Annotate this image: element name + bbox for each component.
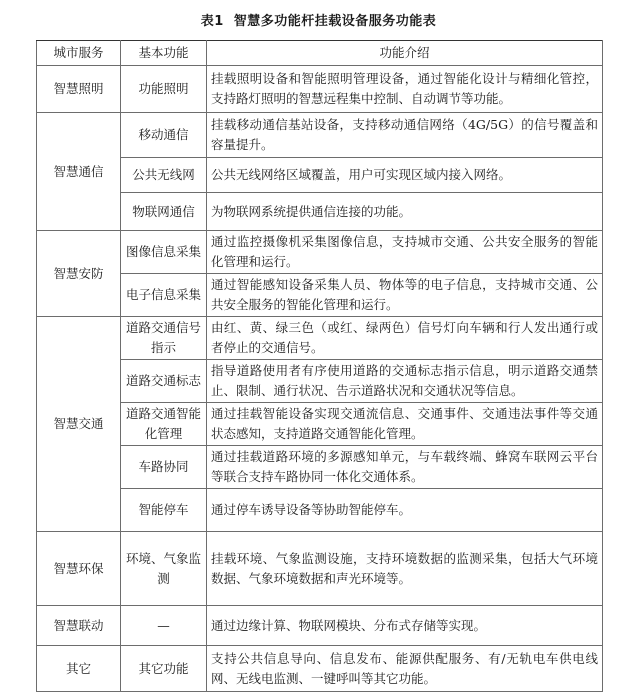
description-cell: 挂载照明设备和智能照明管理设备，通过智能化设计与精细化管控，支持路灯照明的智慧远程集中控制、自动调节等功能。 (207, 66, 603, 113)
description-cell: 通过挂载道路环境的多源感知单元，与车载终端、蜂窝车联网云平台等联合支持车路协同一体化交通体系。 (207, 446, 603, 489)
service-cell: 其它 (37, 646, 121, 692)
function-cell: 公共无线网 (121, 158, 207, 193)
description-cell: 通过停车诱导设备等协助智能停车。 (207, 489, 603, 532)
description-cell: 由红、黄、绿三色（或红、绿两色）信号灯向车辆和行人发出通行或者停止的交通信号。 (207, 317, 603, 360)
description-cell: 为物联网系统提供通信连接的功能。 (207, 193, 603, 231)
description-cell: 挂载移动通信基站设备，支持移动通信网络（4G/5G）的信号覆盖和容量提升。 (207, 113, 603, 158)
description-cell: 通过监控摄像机采集图像信息，支持城市交通、公共安全服务的智能化管理和运行。 (207, 231, 603, 274)
function-cell: 电子信息采集 (121, 274, 207, 317)
function-cell: 车路协同 (121, 446, 207, 489)
table-row (37, 113, 603, 158)
function-cell: 其它功能 (121, 646, 207, 692)
table-row (37, 193, 603, 231)
description-cell: 公共无线网络区域覆盖，用户可实现区域内接入网络。 (207, 158, 603, 193)
function-cell: 环境、气象监测 (121, 532, 207, 606)
table-header-row (37, 41, 603, 66)
table-caption (0, 10, 637, 29)
description-cell: 支持公共信息导向、信息发布、能源供配服务、有/无轨电车供电线网、无线电监测、一键呼叫等其它功能。 (207, 646, 603, 692)
function-cell: 道路交通标志 (121, 360, 207, 403)
table-row (37, 317, 603, 360)
function-cell: 图像信息采集 (121, 231, 207, 274)
description-cell: 挂载环境、气象监测设施，支持环境数据的监测采集，包括大气环境数据、气象环境数据和声光环境等。 (207, 532, 603, 606)
table-row (37, 532, 603, 606)
service-cell: 智慧安防 (37, 231, 121, 317)
description-cell: 通过边缘计算、物联网模块、分布式存储等实现。 (207, 606, 603, 646)
description-cell: 通过智能感知设备采集人员、物体等的电子信息，支持城市交通、公共安全服务的智能化管理和运行。 (207, 274, 603, 317)
service-cell: 智慧联动 (37, 606, 121, 646)
table-row (37, 646, 603, 692)
table-row (37, 274, 603, 317)
function-cell: 移动通信 (121, 113, 207, 158)
function-cell: 道路交通信号指示 (121, 317, 207, 360)
function-cell: 道路交通智能化管理 (121, 403, 207, 446)
function-cell: 智能停车 (121, 489, 207, 532)
function-cell: 功能照明 (121, 66, 207, 113)
table-body (37, 66, 603, 692)
table-row (37, 158, 603, 193)
service-cell: 智慧环保 (37, 532, 121, 606)
description-cell: 通过挂载智能设备实现交通流信息、交通事件、交通违法事件等交通状态感知，支持道路交通智能化管理。 (207, 403, 603, 446)
table-title: 智慧多功能杆挂载设备服务功能表 (233, 14, 437, 29)
service-cell: 智慧通信 (37, 113, 121, 231)
table-row (37, 606, 603, 646)
table-row (37, 66, 603, 113)
function-cell: — (121, 606, 207, 646)
table-number: 表1 (200, 14, 224, 29)
header-city-service: 城市服务 (37, 41, 121, 66)
table-row (37, 231, 603, 274)
description-cell: 指导道路使用者有序使用道路的交通标志指示信息，明示道路交通禁止、限制、通行状况、告示道路状况和交通状况等信息。 (207, 360, 603, 403)
header-function-description: 功能介绍 (207, 41, 603, 66)
table-row (37, 360, 603, 403)
service-cell: 智慧照明 (37, 66, 121, 113)
table-row (37, 403, 603, 446)
service-function-table (36, 40, 603, 692)
header-basic-function: 基本功能 (121, 41, 207, 66)
service-cell: 智慧交通 (37, 317, 121, 532)
table-row (37, 446, 603, 489)
function-cell: 物联网通信 (121, 193, 207, 231)
table-row (37, 489, 603, 532)
